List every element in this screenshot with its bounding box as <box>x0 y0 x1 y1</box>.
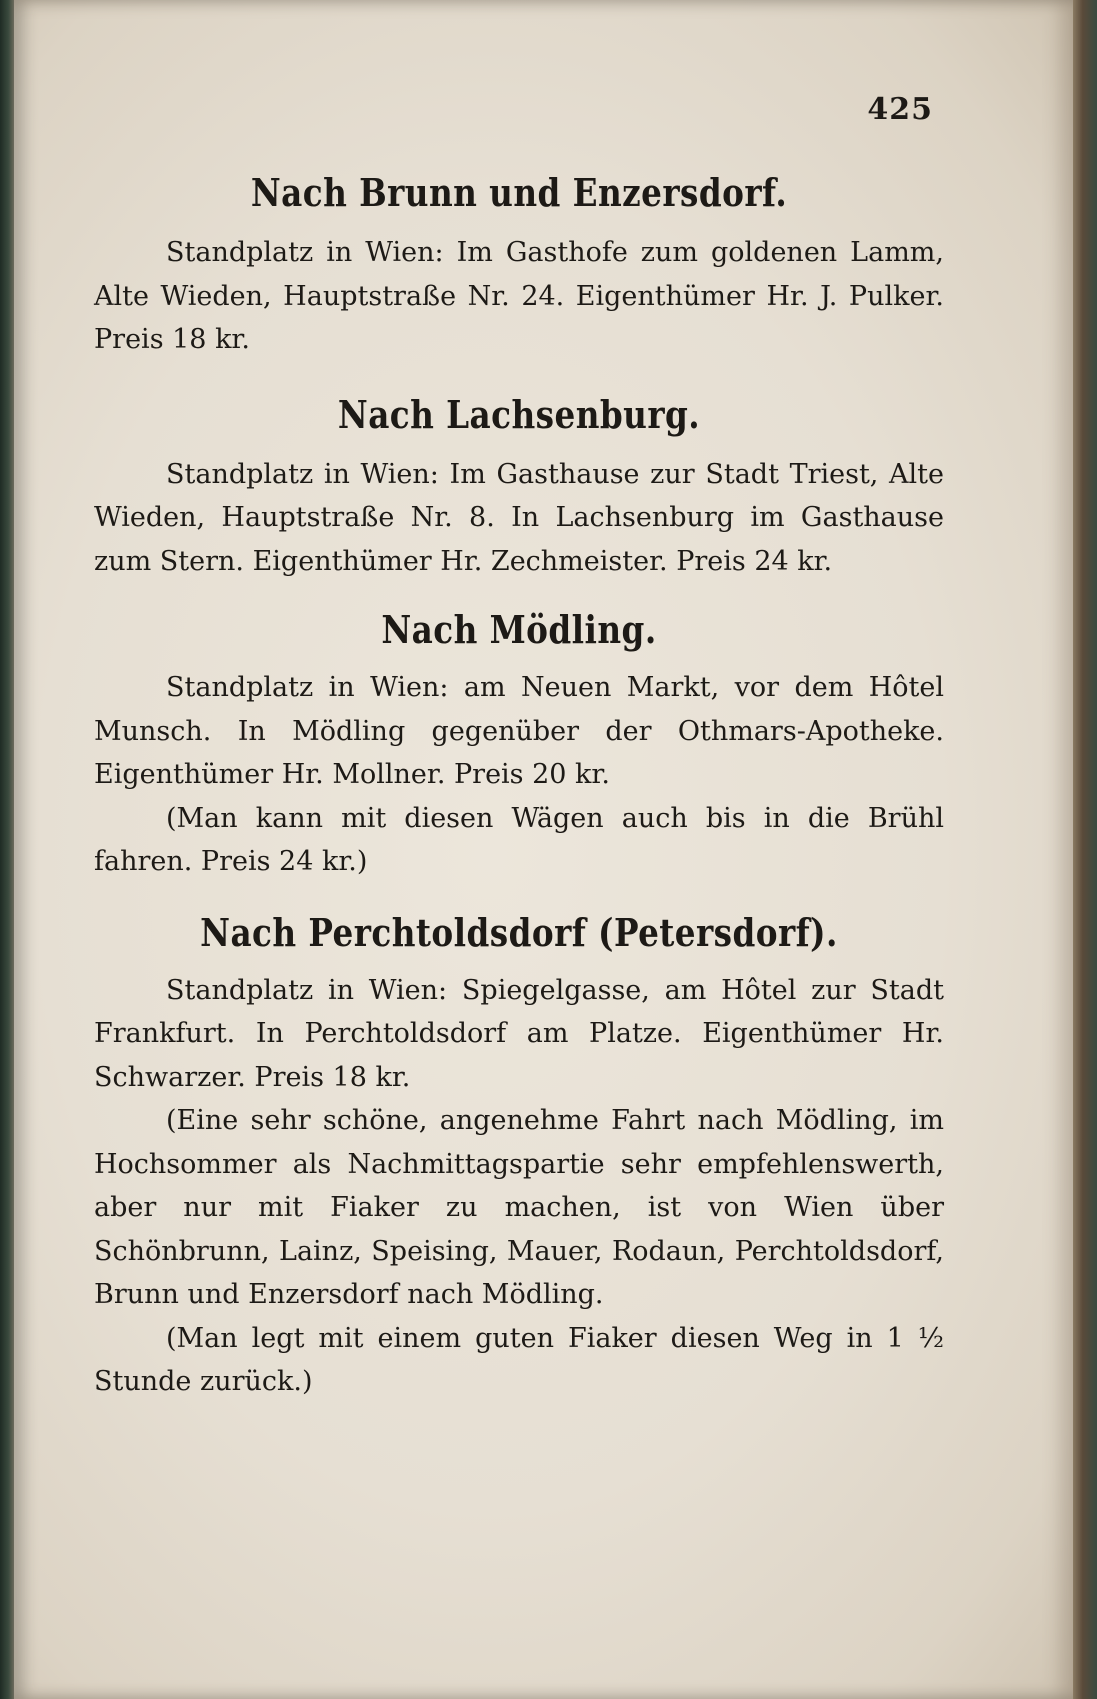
section-heading: Nach Mödling. <box>381 607 657 652</box>
section-heading: Nach Lachsenburg. <box>337 391 701 437</box>
section-brunn-enzersdorf <box>94 170 944 362</box>
section-note: (Man kann mit diesen Wägen auch bis in die Brühl fahren. Preis 24 kr.) <box>94 802 944 877</box>
section-paragraph: Standplatz in Wien: Im Gasthofe zum goldenen Lamm, Alte Wieden, Hauptstraße Nr. 24. Eigenthümer Hr. J. Pulker. Preis 18 kr. <box>94 237 944 355</box>
section-note: (Eine sehr schöne, angenehme Fahrt nach Mödling, im Hochsommer als Nachmittagspartie sehr empfehlenswerth, aber nur mit Fiaker zu machen, ist von Wien über Schönbrunn, Lainz, Speising, Mauer, Rodaun, Perchtoldsdorf, Brunn und Enzersdorf nach Mödling. <box>94 1105 944 1310</box>
section-moedling <box>94 607 944 884</box>
section-heading: Nach Brunn und Enzersdorf. <box>250 170 788 215</box>
section-paragraph: Standplatz in Wien: Im Gasthause zur Stadt Triest, Alte Wieden, Hauptstraße Nr. 8. In Lachsenburg im Gasthause zum Stern. Eigenthümer Hr. Zechmeister. Preis 24 kr. <box>94 458 944 577</box>
section-paragraph: Standplatz in Wien: Spiegelgasse, am Hôtel zur Stadt Frankfurt. In Perchtoldsdorf am Platze. Eigenthümer Hr. Schwarzer. Preis 18 kr. <box>94 974 944 1093</box>
book-page <box>14 0 1073 1699</box>
page-number: 425 <box>867 92 933 127</box>
book-binding-left <box>0 0 14 1699</box>
section-heading: Nach Perchtoldsdorf (Petersdorf). <box>200 909 838 955</box>
page-content <box>94 170 944 1404</box>
section-paragraph: Standplatz in Wien: am Neuen Markt, vor dem Hôtel Munsch. In Mödling gegenüber der Othmars-Apotheke. Eigenthümer Hr. Mollner. Preis 20 kr. <box>94 672 944 790</box>
section-note: (Man legt mit einem guten Fiaker diesen Weg in 1 ½ Stunde zurück.) <box>94 1322 944 1397</box>
section-lachsenburg <box>94 392 944 584</box>
book-binding-right <box>1073 0 1097 1699</box>
section-perchtoldsdorf <box>94 910 944 1404</box>
